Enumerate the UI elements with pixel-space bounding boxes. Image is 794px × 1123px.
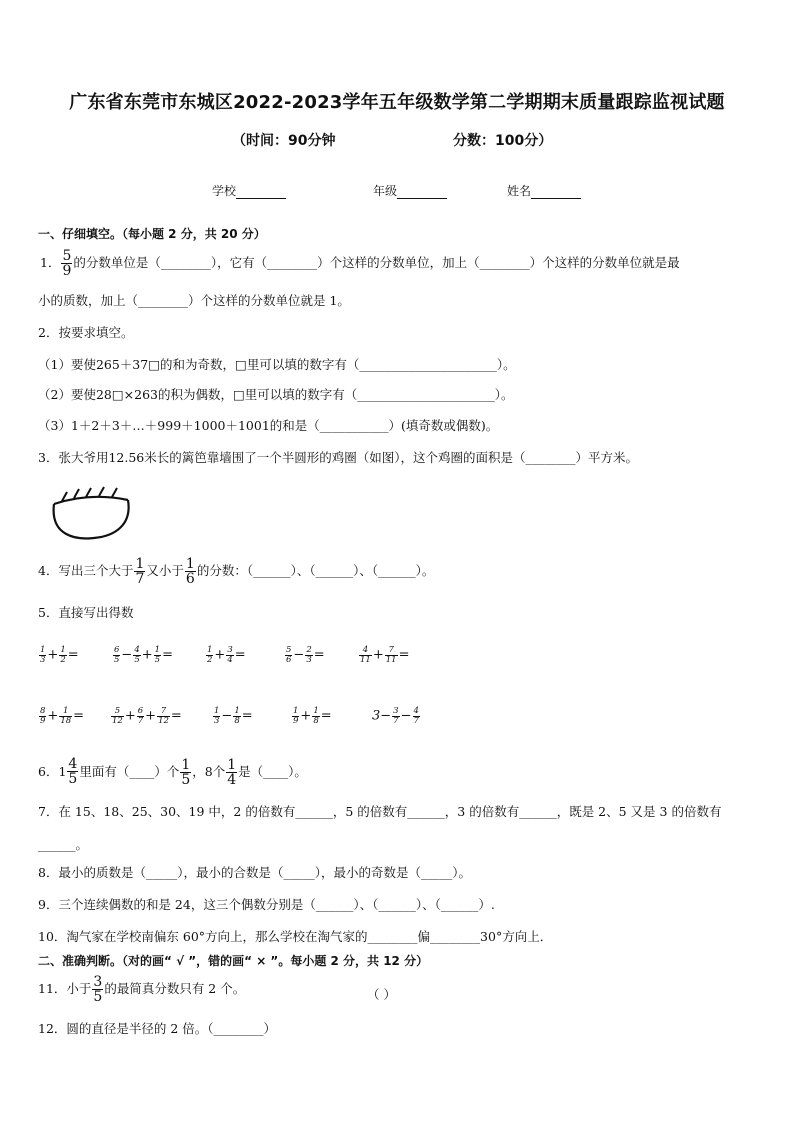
semicircle-coop-figure bbox=[48, 484, 134, 544]
calc-operator: = bbox=[320, 708, 332, 724]
q6-fraction-2: $\frac{1}{4}$ bbox=[227, 757, 237, 788]
calc-fraction: $\frac{1}{3}$ bbox=[40, 645, 46, 665]
calc-operator: = bbox=[398, 647, 410, 663]
grade-blank[interactable] bbox=[397, 186, 447, 199]
name-label: 姓名 bbox=[507, 184, 532, 198]
grade-field[interactable] bbox=[373, 182, 447, 199]
calc-fraction: $\frac{1}{3}$ bbox=[214, 706, 220, 726]
question-12: 12．圆的直径是半径的 2 倍。（________） bbox=[38, 1021, 277, 1036]
question-4: 4．写出三个大于 $\frac{1}{7}$ 又小于 $\frac{1}{6}$ 的分数：（______）、（______）、（______）。 bbox=[38, 556, 435, 587]
section-1-heading: 一、仔细填空。（每小题 2 分，共 20 分） bbox=[38, 227, 266, 241]
exam-score: 分数：100分） bbox=[453, 133, 553, 149]
calc-expression bbox=[38, 707, 84, 725]
calc-operator: = bbox=[234, 647, 246, 663]
q1-number: 1． bbox=[40, 255, 61, 270]
question-2-part-2: （2）要使28□×263的积为偶数，□里可以填的数字有（______________________）。 bbox=[38, 387, 514, 402]
q1-text-a: 的分数单位是（________），它有（________）个这样的分数单位，加上（________）个这样的分数单位就是最 bbox=[73, 255, 680, 270]
calc-expression bbox=[38, 646, 79, 664]
question-6: 6． 1 $\frac{4}{5}$ 里面有（____）个 $\frac{1}{5}$ ，8个 $\frac{1}{4}$ 是（____）。 bbox=[38, 756, 307, 788]
calc-operator: = bbox=[313, 647, 325, 663]
calc-fraction: $\frac{8}{9}$ bbox=[40, 706, 46, 726]
calc-operator: = bbox=[73, 708, 85, 724]
question-10: 10．淘气家在学校南偏东 60°方向上，那么学校在淘气家的________偏________30°方向上． bbox=[38, 929, 553, 944]
calc-operator: 3− bbox=[372, 708, 392, 724]
question-2-heading: 2．按要求填空。 bbox=[38, 325, 134, 340]
calc-fraction: $\frac{1}{2}$ bbox=[207, 645, 213, 665]
calc-operator: − bbox=[221, 708, 233, 724]
calc-fraction: $\frac{3}{7}$ bbox=[393, 706, 399, 726]
question-7-line-2: ______。 bbox=[38, 837, 89, 852]
calc-operator: + bbox=[300, 708, 312, 724]
calc-operator: + bbox=[47, 647, 59, 663]
school-label: 学校 bbox=[212, 184, 237, 198]
q1-fraction: $\frac{5}{9}$ bbox=[62, 248, 72, 279]
q4-fraction-1: $\frac{1}{7}$ bbox=[135, 556, 145, 587]
question-11: 11．小于 $\frac{3}{5}$ 的最简真分数只有 2 个。 bbox=[38, 974, 246, 1005]
calc-operator: + bbox=[145, 708, 157, 724]
calc-expression bbox=[372, 707, 421, 725]
question-7-line-1: 7．在 15、18、25、30、19 中，2 的倍数有______，5 的倍数有______，3 的倍数有______，既是 2、5 又是 3 的倍数有 bbox=[38, 804, 722, 819]
q1-text-b: 小的质数，加上（________）个这样的分数单位就是 1。 bbox=[38, 293, 350, 308]
calc-expression bbox=[291, 707, 332, 725]
q4-fraction-2: $\frac{1}{6}$ bbox=[185, 556, 195, 587]
question-5-heading: 5．直接写出得数 bbox=[38, 605, 134, 620]
calc-operator: + bbox=[47, 708, 59, 724]
name-field[interactable] bbox=[507, 182, 581, 199]
calc-fraction: $\frac{1}{18}$ bbox=[60, 706, 72, 726]
calc-fraction: $\frac{6}{7}$ bbox=[137, 706, 144, 726]
calc-operator: + bbox=[124, 708, 136, 724]
question-2-part-3: （3）1＋2＋3＋…＋999＋1000＋1001的和是（___________）(填奇数或偶数)。 bbox=[38, 418, 499, 433]
calc-expression bbox=[112, 646, 173, 664]
calc-expression bbox=[205, 646, 246, 664]
calc-operator: = bbox=[162, 647, 173, 663]
calc-fraction: $\frac{1}{8}$ bbox=[234, 706, 240, 726]
calc-expression bbox=[110, 707, 182, 725]
calc-operator: − bbox=[293, 647, 305, 663]
calc-operator: = bbox=[170, 708, 182, 724]
calc-fraction: $\frac{1}{8}$ bbox=[313, 706, 319, 726]
calc-fraction: $\frac{1}{2}$ bbox=[60, 645, 66, 665]
calc-expression bbox=[212, 707, 253, 725]
calc-operator: − bbox=[121, 647, 133, 663]
exam-time: （时间：90分钟 bbox=[232, 133, 336, 149]
question-2-part-1: （1）要使265＋37□的和为奇数，□里可以填的数字有（______________________）。 bbox=[38, 357, 516, 372]
section-2-heading: 二、准确判断。（对的画“ √ ”，错的画“ × ”。每小题 2 分，共 12 分） bbox=[38, 954, 429, 968]
school-field[interactable] bbox=[212, 182, 286, 199]
calc-expression bbox=[284, 646, 325, 664]
calc-operator: + bbox=[372, 647, 384, 663]
name-blank[interactable] bbox=[531, 186, 581, 199]
calc-expression bbox=[358, 646, 409, 664]
calc-fraction: $\frac{7}{12}$ bbox=[158, 706, 169, 726]
calc-fraction: $\frac{1}{9}$ bbox=[293, 706, 299, 726]
question-3: 3．张大爷用12.56米长的篱笆靠墙围了一个半圆形的鸡圈（如图），这个鸡圈的面积是（________）平方米。 bbox=[38, 450, 638, 465]
calc-fraction: $\frac{5}{12}$ bbox=[112, 706, 123, 726]
question-1 bbox=[40, 245, 680, 281]
calc-fraction: $\frac{7}{11}$ bbox=[385, 645, 397, 665]
calc-operator: + bbox=[141, 647, 153, 663]
q6-fraction-1: $\frac{1}{5}$ bbox=[181, 757, 191, 788]
calc-operator: = bbox=[67, 647, 79, 663]
calc-fraction: $\frac{5}{6}$ bbox=[286, 645, 292, 665]
calc-fraction: $\frac{6}{5}$ bbox=[114, 645, 120, 665]
calc-operator: + bbox=[214, 647, 226, 663]
calc-fraction: $\frac{2}{3}$ bbox=[306, 645, 312, 665]
calc-fraction: $\frac{4}{7}$ bbox=[413, 706, 419, 726]
calc-fraction: $\frac{3}{4}$ bbox=[227, 645, 233, 665]
grade-label: 年级 bbox=[373, 184, 398, 198]
calc-operator: − bbox=[400, 708, 412, 724]
q11-fraction: $\frac{3}{5}$ bbox=[93, 974, 103, 1005]
question-9: 9．三个连续偶数的和是 24，这三个偶数分别是（______）、（______）、（______）. bbox=[38, 897, 495, 912]
page-title: 广东省东莞市东城区2022-2023学年五年级数学第二学期期末质量跟踪监视试题 bbox=[69, 92, 725, 113]
q11-answer-blank[interactable]: （ ） bbox=[367, 987, 396, 1002]
question-8: 8．最小的质数是（_____），最小的合数是（_____），最小的奇数是（_____）。 bbox=[38, 865, 471, 880]
calc-operator: = bbox=[241, 708, 253, 724]
school-blank[interactable] bbox=[236, 186, 286, 199]
calc-fraction: $\frac{4}{11}$ bbox=[360, 645, 371, 665]
q6-mixed-number: 1 $\frac{4}{5}$ bbox=[58, 756, 78, 787]
calc-fraction: $\frac{1}{5}$ bbox=[154, 645, 161, 665]
calc-fraction: $\frac{4}{5}$ bbox=[134, 645, 140, 665]
